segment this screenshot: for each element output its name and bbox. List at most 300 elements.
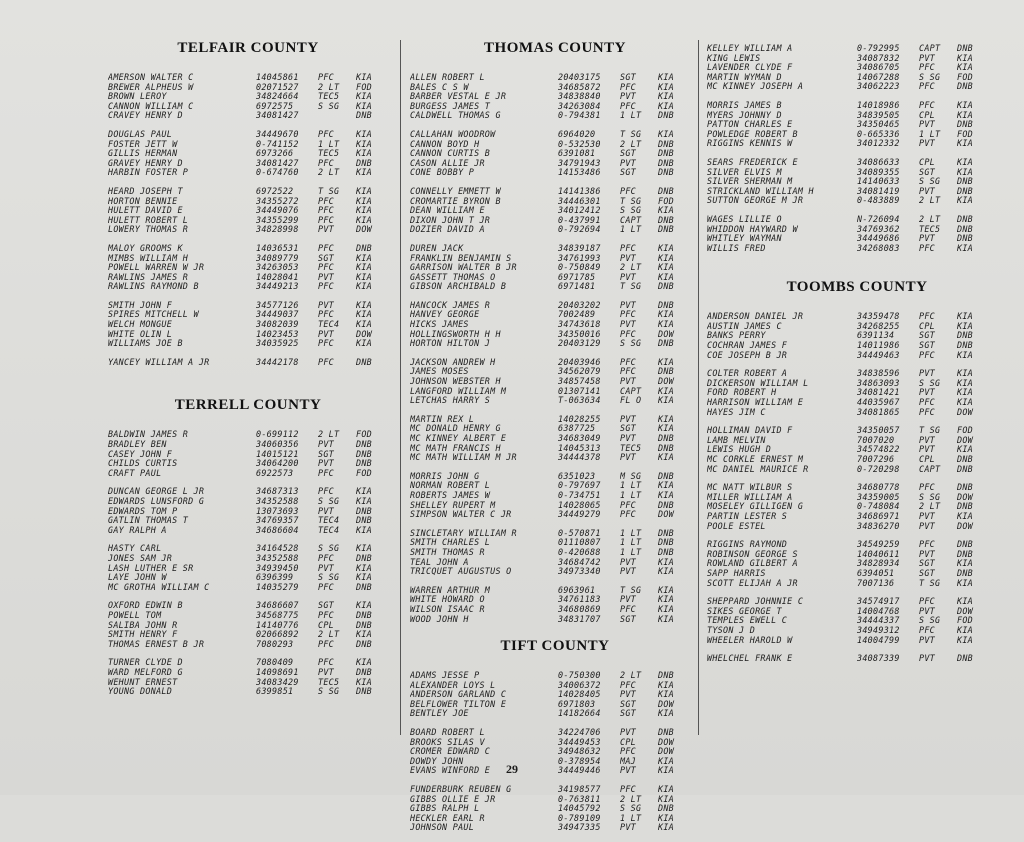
status: DNB [658,111,675,121]
rank: TEC5 [318,149,340,159]
roster-column-2 [410,30,700,842]
rank: CPL [318,620,335,630]
status: KIA [356,139,373,149]
casualty-row [410,310,700,320]
entry-group [108,301,388,349]
status: KIA [658,243,675,253]
rank: PFC [318,339,335,349]
casualty-row [108,187,388,197]
serial-number: 44035967 [857,398,900,408]
rank: SGT [919,341,936,351]
rank: S SG [919,177,941,187]
status: KIA [356,300,373,310]
entry-group [410,671,700,719]
soldier-name: WHEELER HAROLD W [707,635,793,645]
status: KIA [658,785,675,795]
serial-number: 7080409 [256,658,294,668]
status: DNB [356,440,373,450]
rank: PVT [318,667,335,677]
rank: PFC [318,639,335,649]
casualty-row [707,54,1007,64]
soldier-name: MC GROTHA WILLIAM C [108,582,210,592]
status: DNB [658,186,675,196]
serial-number: 34568775 [256,610,299,620]
rank: PVT [620,595,637,605]
soldier-name: STRICKLAND WILLIAM H [707,186,814,196]
status: DOW [957,492,974,502]
casualty-row [410,529,700,539]
serial-number: 14045792 [558,804,601,814]
serial-number: 34449463 [857,350,900,360]
rank: PFC [318,357,335,367]
entry-group [410,301,700,349]
serial-number: 34089355 [857,167,900,177]
casualty-row [410,225,700,235]
rank: SGT [919,331,936,341]
rank: PFC [620,329,637,339]
soldier-name: SILVER SHERMAN M [707,177,793,187]
casualty-row [707,351,1007,361]
soldier-name: KELLEY WILLIAM A [707,44,793,53]
serial-number: 14153486 [558,168,601,178]
status: KIA [957,63,974,73]
casualty-row [410,690,700,700]
soldier-name: DOUGLAS PAUL [108,129,173,139]
status: KIA [658,604,675,614]
serial-number: 34087832 [857,53,900,63]
serial-number: 14098691 [256,667,299,677]
soldier-name: GATLIN THOMAS T [108,516,189,526]
serial-number: 34355272 [256,196,299,206]
rank: SGT [620,424,637,434]
soldier-name: PATTON CHARLES E [707,120,793,130]
casualty-row [707,130,1007,140]
rank: 2 LT [620,794,642,804]
rank: CPL [919,455,936,464]
rank: PVT [620,158,637,168]
serial-number: 6387725 [558,424,596,434]
casualty-row [108,611,388,621]
serial-number: 34743618 [558,320,601,330]
status: KIA [957,445,974,455]
soldier-name: BANKS PERRY [707,331,766,341]
serial-number: 34263053 [256,263,299,273]
status: KIA [957,635,974,645]
entry-group [410,586,700,624]
casualty-row [410,681,700,691]
casualty-row [410,244,700,254]
casualty-row [410,567,700,577]
serial-number: 14035279 [256,582,299,592]
casualty-row [707,465,1007,475]
serial-number: 0-378954 [558,756,601,766]
soldier-name: MILLER WILLIAM A [707,492,793,502]
rank: TEC5 [318,677,340,687]
rank: PFC [318,468,335,478]
rank: 2 LT [318,630,340,640]
casualty-row [108,102,388,112]
status: KIA [957,110,974,120]
serial-number: 34948632 [558,747,601,757]
serial-number: 6396399 [256,573,294,583]
entry-group [707,597,1007,645]
serial-number: 34947335 [558,823,601,833]
casualty-row [410,206,700,216]
rank: PFC [919,100,936,110]
rank: SGT [620,614,637,624]
soldier-name: LASH LUTHER E SR [108,563,194,573]
serial-number: 34359005 [857,492,900,502]
soldier-name: MC KINNEY ALBERT E [410,434,507,443]
casualty-row [707,398,1007,408]
serial-number: 0-748084 [857,502,900,512]
status: KIA [356,92,373,102]
status: KIA [356,253,373,263]
casualty-row [410,282,700,292]
serial-number: 14036531 [256,243,299,253]
soldier-name: WARD MELFORD G [108,667,183,677]
casualty-row [707,168,1007,178]
serial-number: 6922573 [256,468,294,478]
soldier-name: GASSETT THOMAS O [410,272,496,282]
status: KIA [658,680,675,690]
status: DNB [957,502,974,512]
serial-number: 02071527 [256,82,299,92]
serial-number: 34761993 [558,253,601,263]
status: DNB [356,667,373,677]
rank: CAPT [919,464,941,474]
rank: M SG [620,471,642,481]
soldier-name: MC MATH FRANCIS H [410,443,501,453]
roster-column-3 [707,30,1007,673]
status: DNB [356,610,373,620]
rank: PVT [919,511,936,521]
casualty-row [410,501,700,511]
status: DOW [658,510,675,520]
serial-number: 34828934 [857,559,900,569]
casualty-row [108,339,388,349]
serial-number: 14011986 [857,341,900,351]
status: DNB [957,464,974,474]
casualty-row [707,369,1007,379]
soldier-name: JACKSON ANDREW H [410,357,496,367]
soldier-name: SCOTT ELIJAH A JR [707,578,798,588]
soldier-name: JOHNSON WEBSTER H [410,377,501,387]
rank: PVT [620,690,637,700]
serial-number: 7007136 [857,578,895,588]
status: KIA [356,263,373,273]
serial-number: 34081427 [256,158,299,168]
soldier-name: DUREN JACK [410,243,464,253]
rank: PVT [919,369,936,379]
entry-group [108,130,388,178]
soldier-name: DEAN WILLIAM E [410,206,485,216]
soldier-name: OXFORD EDWIN B [108,601,183,611]
status: KIA [957,578,974,588]
soldier-name: TYSON J D [707,625,756,635]
rank: PVT [919,521,936,531]
soldier-name: THOMAS ERNEST B JR [108,639,205,649]
entry-group [108,187,388,235]
casualty-row [108,149,388,159]
serial-number: 34164528 [256,544,299,554]
status: DNB [658,367,675,377]
status: KIA [957,597,974,607]
rank: PVT [919,445,936,455]
soldier-name: SMITH JOHN F [108,300,173,310]
serial-number: 0-763811 [558,794,601,804]
casualty-row [410,254,700,264]
county-section [707,30,1007,253]
rank: PVT [620,272,637,282]
serial-number: 34012412 [558,206,601,216]
casualty-row [410,396,700,406]
casualty-row [410,558,700,568]
status: FOD [957,616,974,626]
entry-group [108,244,388,292]
status: KIA [658,263,675,273]
status: KIA [658,614,675,624]
casualty-row [108,440,388,450]
soldier-name: HARRISON WILLIAM E [707,398,804,408]
serial-number: 0-437991 [558,215,601,225]
soldier-name: HICKS JAMES [410,320,469,330]
soldier-name: MORRIS JOHN G [410,471,480,481]
serial-number: 34791943 [558,158,601,168]
serial-number: 34449446 [558,766,601,776]
serial-number: 34083429 [256,677,299,687]
status: KIA [356,573,373,583]
rank: CPL [620,737,637,747]
rank: TEC5 [919,224,941,234]
entry-group [707,158,1007,206]
entry-group [410,130,700,178]
serial-number: 34449076 [256,206,299,216]
status: KIA [356,677,373,687]
rank: PVT [919,53,936,63]
soldier-name: ROBINSON GEORGE S [707,549,798,559]
casualty-row [707,187,1007,197]
rank: PVT [620,320,637,330]
rank: PVT [620,92,637,102]
entry-group [707,44,1007,92]
serial-number: 34769357 [256,516,299,526]
soldier-name: POWELL WARREN W JR [108,263,205,273]
casualty-row [108,526,388,536]
soldier-name: BREWER ALPHEUS W [108,82,194,92]
casualty-row [707,101,1007,111]
serial-number: 34268083 [857,243,900,253]
soldier-name: CANNON CURTIS B [410,149,491,159]
status: KIA [957,53,974,63]
rank: S SG [919,492,941,502]
status: DNB [356,158,373,168]
status: KIA [356,206,373,216]
serial-number: 34087339 [857,654,900,664]
status: FOD [658,196,675,206]
rank: 2 LT [919,502,941,512]
serial-number: 34198577 [558,785,601,795]
status: KIA [957,625,974,635]
casualty-row [707,111,1007,121]
serial-number: 14028041 [256,272,299,282]
casualty-row [707,408,1007,418]
soldier-name: SIMPSON WALTER C JR [410,510,512,520]
serial-number: 34838596 [857,369,900,379]
serial-number: 14182664 [558,709,601,719]
casualty-row [108,601,388,611]
serial-number: 34549259 [857,540,900,550]
serial-number: 0-570871 [558,528,601,538]
soldier-name: PARTIN LESTER S [707,511,788,521]
entry-group [707,654,1007,664]
soldier-name: SMITH THOMAS R [410,547,485,557]
entry-group [410,244,700,292]
casualty-row [410,102,700,112]
casualty-row [410,168,700,178]
status: KIA [356,272,373,282]
soldier-name: BROWN LEROY [108,92,167,102]
rank: TEC4 [318,525,340,535]
casualty-row [108,497,388,507]
casualty-row [108,459,388,469]
rank: PFC [318,263,335,273]
status: DOW [957,606,974,616]
status: KIA [658,595,675,605]
serial-number: 6971803 [558,699,596,709]
status: DOW [957,407,974,417]
serial-number: 34062223 [857,82,900,92]
soldier-name: KING LEWIS [707,53,761,63]
serial-number: 01307141 [558,386,601,396]
serial-number: 34086633 [857,157,900,167]
casualty-row [707,73,1007,83]
status: KIA [658,272,675,282]
serial-number: 20403202 [558,300,601,310]
rank: PVT [620,414,637,424]
rank: SGT [620,709,637,719]
soldier-name: SEARS FREDERICK E [707,157,798,167]
status: DNB [957,177,974,187]
entry-group [707,101,1007,149]
casualty-row [108,430,388,440]
casualty-row [707,522,1007,532]
soldier-name: SHEPPARD JOHNNIE C [707,597,804,607]
soldier-name: HAYES JIM C [707,407,766,417]
casualty-row [707,626,1007,636]
casualty-row [410,92,700,102]
soldier-name: YANCEY WILLIAM A JR [108,357,210,367]
status: DNB [957,341,974,351]
status: DNB [957,568,974,578]
status: KIA [658,766,675,776]
serial-number: 34442178 [256,357,299,367]
county-heading: TOOMBS COUNTY [786,279,928,296]
entry-group [410,73,700,121]
status: DOW [356,225,373,235]
casualty-row [707,82,1007,92]
rank: PVT [620,728,637,738]
soldier-name: MOSELEY GILLIGEN G [707,502,804,512]
soldier-name: FOSTER JETT W [108,139,178,149]
serial-number: 7007020 [857,435,895,445]
soldier-name: RAWLINS JAMES R [108,272,189,282]
status: DNB [356,516,373,526]
serial-number: 20403946 [558,357,601,367]
status: DNB [356,620,373,630]
serial-number: 34857458 [558,377,601,387]
serial-number: 0-483889 [857,196,900,206]
soldier-name: SHELLEY RUPERT M [410,500,496,510]
rank: SGT [620,73,637,82]
casualty-row [410,814,700,824]
status: DNB [957,44,974,53]
county-heading: TERRELL COUNTY [174,397,322,414]
casualty-row [410,197,700,207]
casualty-row [410,615,700,625]
rank: PVT [318,506,335,516]
serial-number: 34006372 [558,680,601,690]
status: KIA [957,321,974,331]
soldier-name: WHITLEY WAYMAN [707,234,782,244]
serial-number: 7007296 [857,455,895,464]
serial-number: 34449670 [256,129,299,139]
status: KIA [356,101,373,111]
serial-number: 34574917 [857,597,900,607]
status: KIA [957,100,974,110]
soldier-name: BALDWIN JAMES R [108,430,189,440]
rank: CAPT [620,386,642,396]
serial-number: 0-420688 [558,547,601,557]
casualty-row [410,339,700,349]
soldier-name: WHITE HOWARD O [410,595,485,605]
casualty-row [108,83,388,93]
casualty-row [410,187,700,197]
soldier-name: WILSON ISAAC R [410,604,485,614]
rank: PFC [620,357,637,367]
serial-number: 34081865 [857,407,900,417]
casualty-row [707,616,1007,626]
soldier-name: WEHUNT ERNEST [108,677,178,687]
soldier-name: MARTIN WYMAN D [707,72,782,82]
serial-number: 6971785 [558,272,596,282]
rank: 2 LT [318,168,340,178]
serial-number: 6963961 [558,585,596,595]
county-section [707,279,1007,663]
soldier-name: CROMARTIE BYRON B [410,196,501,206]
soldier-name: EVANS WINFORD E [410,766,491,776]
serial-number: 14028065 [558,500,601,510]
soldier-name: LANGFORD WILLIAM M [410,386,507,396]
soldier-name: WILLIS FRED [707,243,766,253]
status: KIA [658,490,675,500]
status: KIA [658,82,675,92]
rank: PFC [919,407,936,417]
casualty-row [108,678,388,688]
status: KIA [658,567,675,577]
status: KIA [356,601,373,611]
serial-number: 0-792995 [857,44,900,53]
casualty-row [108,225,388,235]
status: DNB [957,549,974,559]
status: DNB [957,483,974,493]
soldier-name: MALOY GROOMS K [108,243,183,253]
soldier-name: AUSTIN JAMES C [707,321,782,331]
serial-number: 34839187 [558,243,601,253]
soldier-name: SILVER ELVIS M [707,167,782,177]
serial-number: 14067288 [857,72,900,82]
column-divider [400,40,401,735]
